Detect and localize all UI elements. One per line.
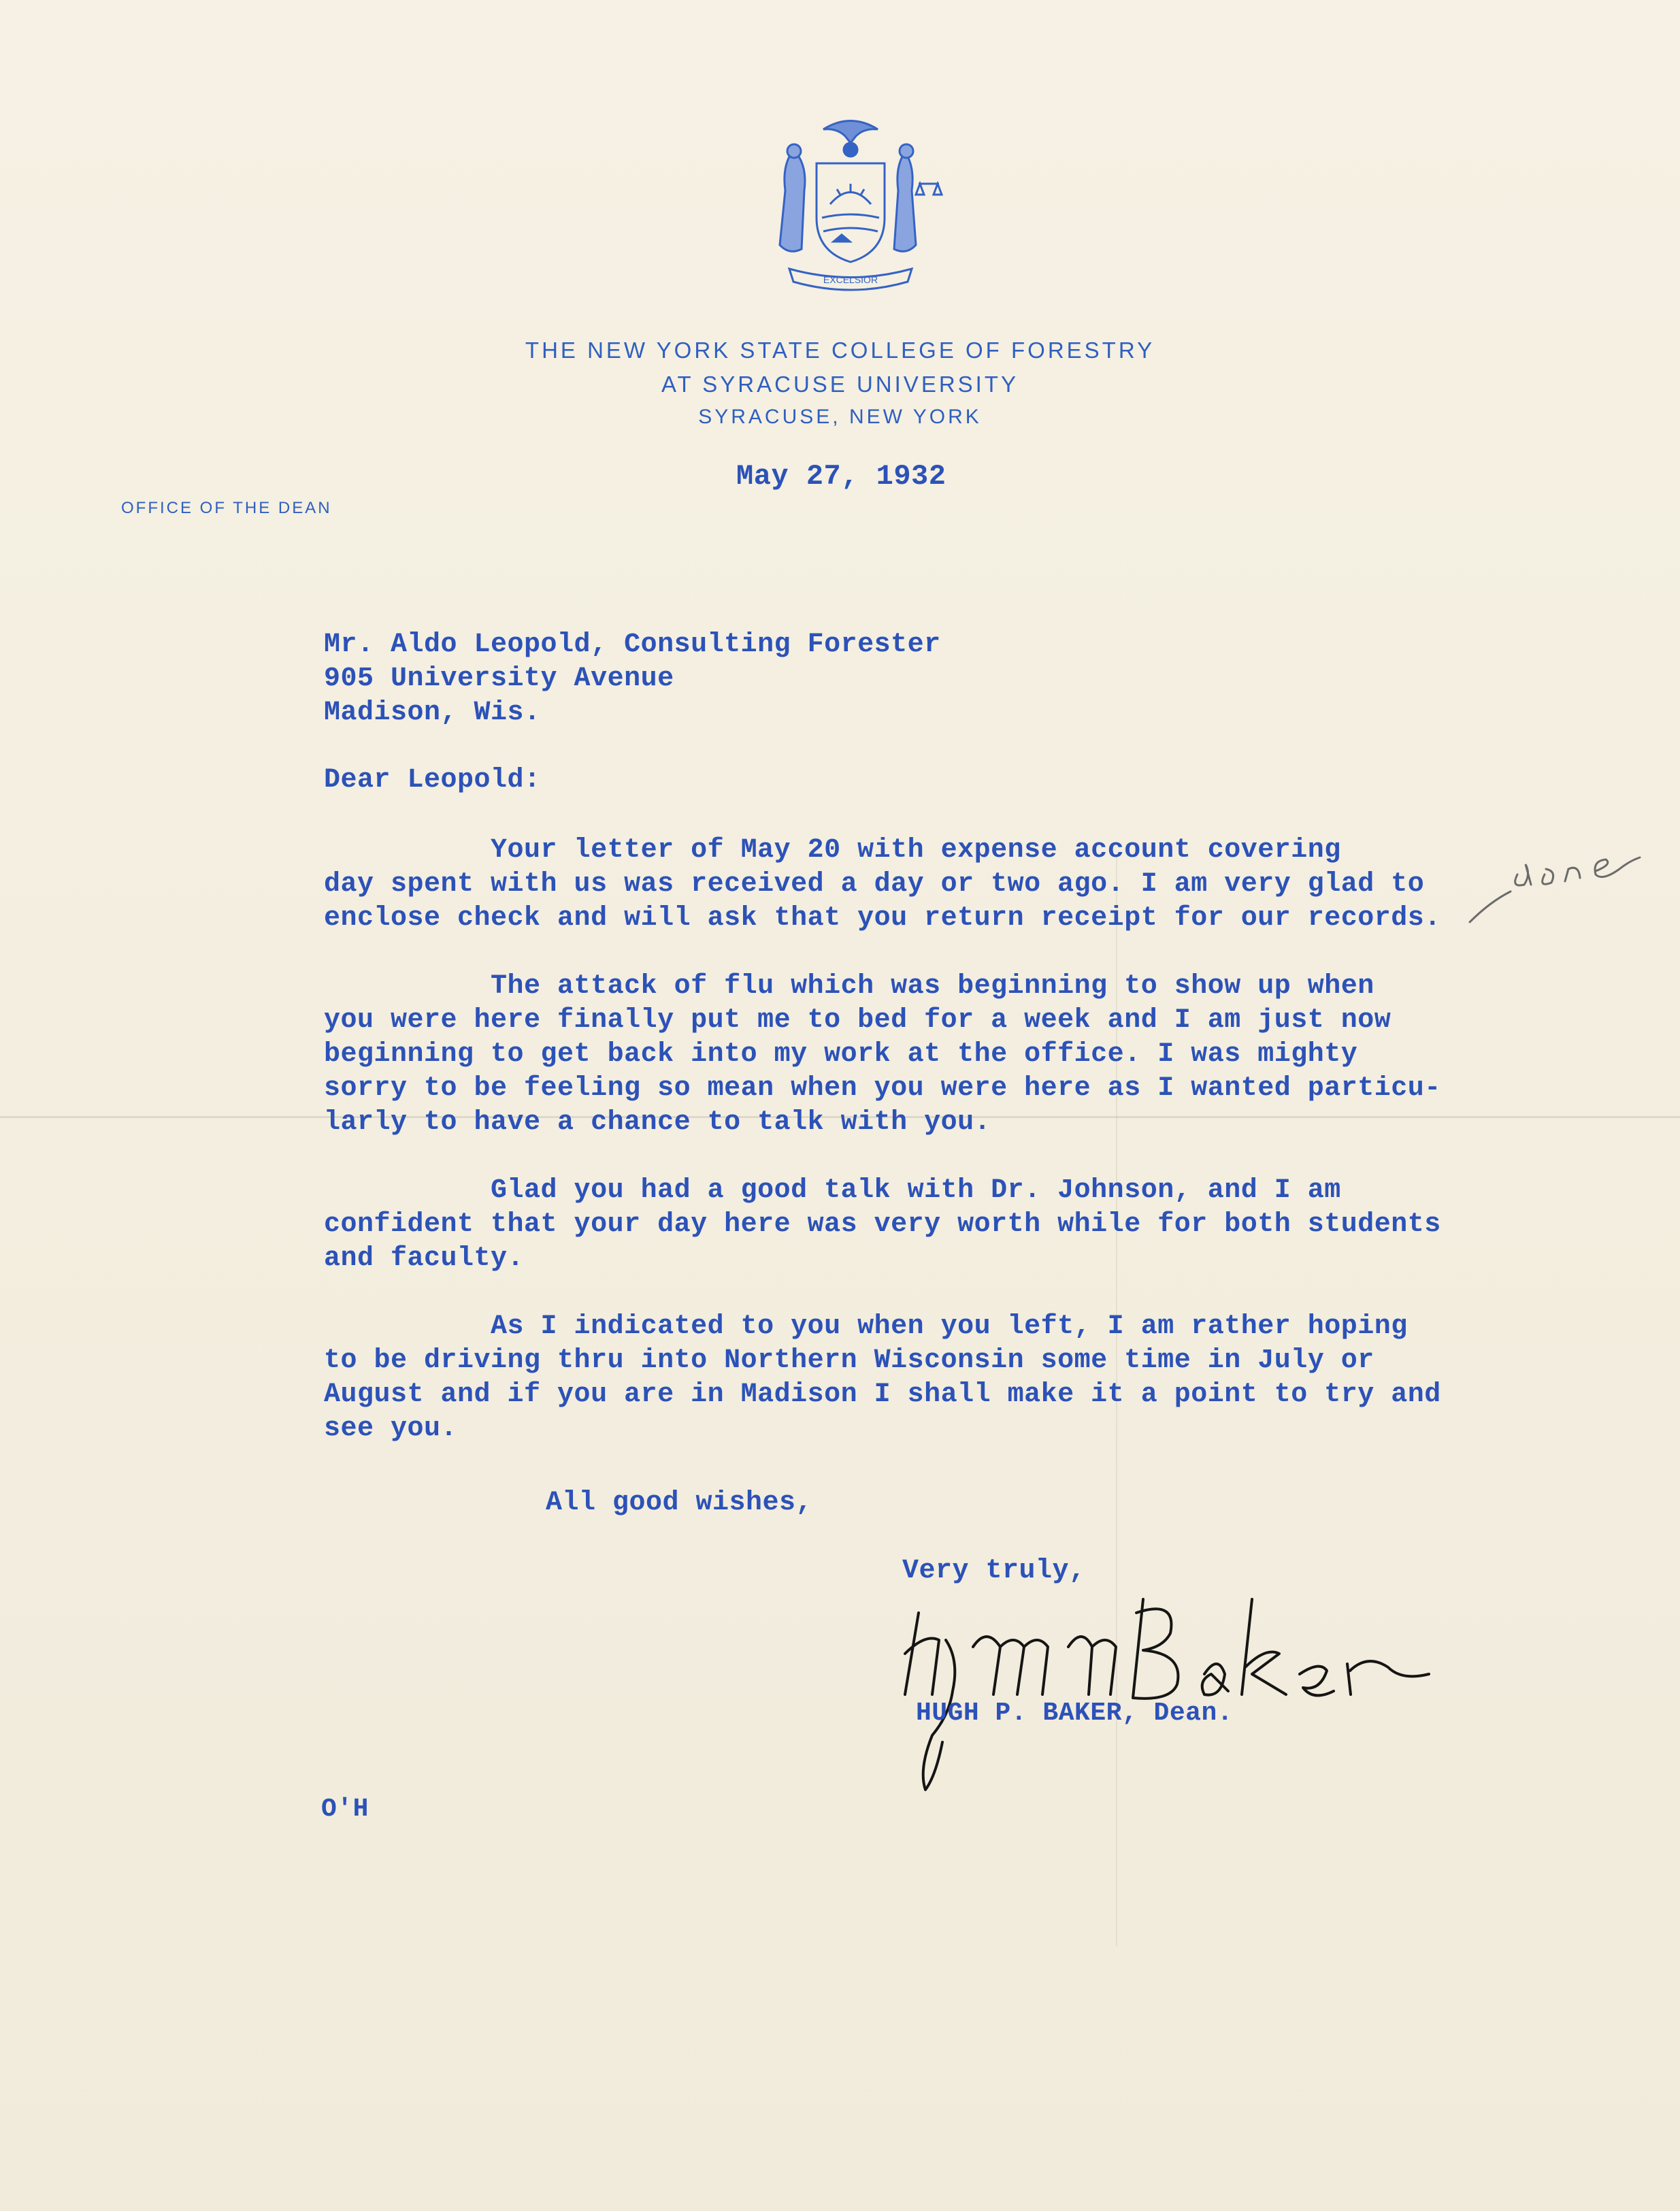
seal-motto: EXCELSIOR xyxy=(823,274,878,285)
paragraph-3 xyxy=(324,1174,1521,1276)
letter-date: May 27, 1932 xyxy=(736,460,946,493)
salutation: Dear Leopold: xyxy=(324,765,541,796)
pencil-annotation-done xyxy=(1463,827,1647,936)
closing-phrase: Very truly, xyxy=(902,1556,1086,1586)
recipient-line-1: Mr. Aldo Leopold, Consulting Forester xyxy=(324,629,941,660)
paragraph-line: confident that your day here was very worth while for both students xyxy=(324,1209,1441,1240)
paragraph-line: day spent with us was received a day or two ago. I am very glad to xyxy=(324,869,1425,900)
paragraph-line: see you. xyxy=(324,1413,458,1444)
paragraph-line: August and if you are in Madison I shall make it a point to try and xyxy=(324,1379,1441,1410)
closing-wishes: All good wishes, xyxy=(546,1488,813,1518)
paragraph-line: enclose check and will ask that you return receipt for our records. xyxy=(324,903,1441,934)
handwritten-signature xyxy=(885,1572,1497,1817)
office-label: OFFICE OF THE DEAN xyxy=(121,499,332,517)
paragraph-line: beginning to get back into my work at the office. I was mighty xyxy=(324,1039,1358,1070)
paragraph-4 xyxy=(324,1310,1521,1446)
paragraph-1 xyxy=(324,834,1521,936)
typist-initials: O'H xyxy=(321,1795,369,1824)
paragraph-line: sorry to be feeling so mean when you were here as I wanted particu- xyxy=(324,1073,1441,1104)
paragraph-line: Your letter of May 20 with expense account covering xyxy=(324,835,1341,866)
state-seal-icon xyxy=(742,116,959,299)
paragraph-line: to be driving thru into Northern Wisconsin some time in July or xyxy=(324,1345,1374,1376)
signer-name: HUGH P. BAKER, Dean. xyxy=(916,1699,1234,1728)
paragraph-line: Glad you had a good talk with Dr. Johnson, and I am xyxy=(324,1175,1341,1206)
letterhead-line-1: THE NEW YORK STATE COLLEGE OF FORESTRY xyxy=(525,338,1155,363)
paragraph-line: you were here finally put me to bed for a week and I am just now xyxy=(324,1005,1391,1036)
letterhead-line-3: SYRACUSE, NEW YORK xyxy=(698,406,982,428)
letterhead-line-2: AT SYRACUSE UNIVERSITY xyxy=(661,372,1019,397)
paragraph-line: As I indicated to you when you left, I am rather hoping xyxy=(324,1311,1408,1342)
recipient-line-2: 905 University Avenue xyxy=(324,664,674,694)
recipient-line-3: Madison, Wis. xyxy=(324,698,541,728)
paragraph-line: The attack of flu which was beginning to show up when xyxy=(324,971,1374,1002)
paragraph-2 xyxy=(324,970,1521,1140)
paragraph-line: larly to have a chance to talk with you. xyxy=(324,1107,991,1138)
paragraph-line: and faculty. xyxy=(324,1243,525,1274)
